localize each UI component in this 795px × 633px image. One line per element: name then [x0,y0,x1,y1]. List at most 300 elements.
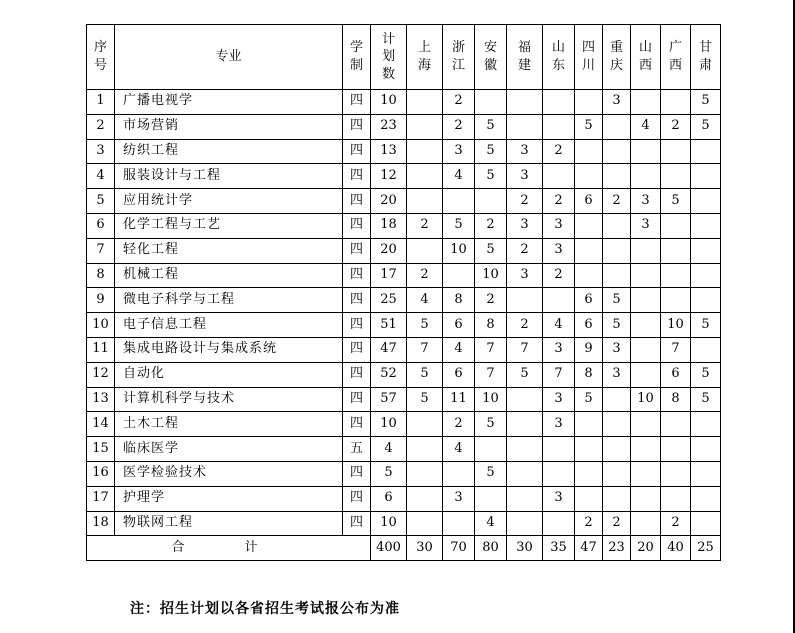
row-province-count: 5 [475,461,507,486]
row-province-count [661,263,691,288]
row-plan: 23 [371,114,407,139]
row-province-count [661,164,691,189]
row-province-count: 6 [661,362,691,387]
row-province-count [475,189,507,214]
row-province-count: 5 [691,387,721,412]
row-seq: 16 [87,461,115,486]
row-province-count [631,238,661,263]
row-province-count [603,164,631,189]
row-system: 四 [343,486,371,511]
row-province-count: 4 [443,164,475,189]
row-province-count: 6 [575,313,603,338]
total-plan: 400 [371,536,407,561]
row-province-count: 4 [475,511,507,536]
row-province-count: 2 [575,511,603,536]
row-province-count [691,263,721,288]
table-body [87,90,721,536]
header-province: 浙江 [443,25,475,90]
table-row [87,412,721,437]
footnote: 注：招生计划以各省招生考试报公布为准 [130,601,400,617]
row-province-count: 5 [691,114,721,139]
row-plan: 25 [371,288,407,313]
row-province-count: 10 [443,238,475,263]
row-major: 自动化 [115,362,343,387]
row-plan: 13 [371,139,407,164]
row-province-count [661,213,691,238]
row-plan: 47 [371,337,407,362]
row-province-count [691,461,721,486]
header-system: 学制 [343,25,371,90]
row-province-count: 3 [603,90,631,115]
row-province-count [475,90,507,115]
row-province-count [507,114,543,139]
row-province-count: 8 [475,313,507,338]
row-province-count [691,437,721,462]
row-province-count [575,263,603,288]
row-province-count [443,461,475,486]
total-count: 80 [475,536,507,561]
row-plan: 18 [371,213,407,238]
header-seq: 序号 [87,25,115,90]
row-province-count: 5 [475,412,507,437]
row-province-count [543,461,575,486]
row-province-count: 3 [631,189,661,214]
row-province-count [631,139,661,164]
row-plan: 4 [371,437,407,462]
row-seq: 3 [87,139,115,164]
row-province-count: 3 [543,486,575,511]
total-label: 合 计 [87,536,371,561]
row-major: 物联网工程 [115,511,343,536]
header-province: 山东 [543,25,575,90]
row-province-count [407,114,443,139]
row-province-count [543,90,575,115]
row-province-count [603,238,631,263]
table-row [87,461,721,486]
row-province-count [631,461,661,486]
row-major: 护理学 [115,486,343,511]
row-province-count: 4 [543,313,575,338]
row-province-count [507,412,543,437]
table-row [87,362,721,387]
table-row [87,486,721,511]
row-province-count: 5 [407,313,443,338]
table-row [87,511,721,536]
row-province-count [507,461,543,486]
row-province-count [691,189,721,214]
row-province-count [631,362,661,387]
row-major: 市场营销 [115,114,343,139]
row-province-count [575,461,603,486]
total-count: 30 [407,536,443,561]
row-province-count: 9 [575,337,603,362]
row-seq: 12 [87,362,115,387]
row-province-count: 5 [443,213,475,238]
header-province: 安徽 [475,25,507,90]
row-province-count [575,90,603,115]
total-row [87,536,721,561]
row-province-count [407,90,443,115]
row-province-count [603,412,631,437]
row-seq: 13 [87,387,115,412]
row-province-count: 3 [631,213,661,238]
row-province-count: 7 [661,337,691,362]
row-system: 四 [343,189,371,214]
row-system: 四 [343,337,371,362]
row-province-count [407,139,443,164]
row-province-count: 3 [507,263,543,288]
row-province-count: 2 [543,139,575,164]
row-plan: 57 [371,387,407,412]
row-province-count: 7 [407,337,443,362]
row-province-count [603,486,631,511]
table-row [87,90,721,115]
row-province-count: 6 [443,313,475,338]
row-province-count: 5 [603,313,631,338]
row-major: 机械工程 [115,263,343,288]
row-province-count [507,387,543,412]
row-seq: 4 [87,164,115,189]
row-province-count: 4 [443,437,475,462]
row-province-count [603,114,631,139]
row-province-count [631,511,661,536]
row-province-count: 4 [443,337,475,362]
row-system: 四 [343,263,371,288]
row-seq: 6 [87,213,115,238]
row-province-count: 10 [661,313,691,338]
row-province-count: 6 [575,288,603,313]
header-province: 山西 [631,25,661,90]
row-system: 四 [343,139,371,164]
row-province-count [443,189,475,214]
row-province-count [631,437,661,462]
table-row [87,387,721,412]
row-province-count: 2 [507,189,543,214]
row-province-count: 2 [543,263,575,288]
row-province-count: 2 [407,263,443,288]
row-province-count [603,213,631,238]
total-count: 40 [661,536,691,561]
header-major: 专业 [115,25,343,90]
row-province-count: 5 [691,362,721,387]
row-province-count [661,412,691,437]
row-province-count: 3 [443,486,475,511]
row-plan: 51 [371,313,407,338]
row-plan: 5 [371,461,407,486]
row-province-count: 5 [661,189,691,214]
row-major: 微电子科学与工程 [115,288,343,313]
row-system: 四 [343,387,371,412]
table-row [87,437,721,462]
row-province-count [575,412,603,437]
row-province-count [543,437,575,462]
row-province-count: 2 [603,511,631,536]
row-province-count: 3 [507,139,543,164]
row-province-count [691,337,721,362]
row-province-count: 2 [443,114,475,139]
row-province-count: 2 [475,288,507,313]
row-system: 四 [343,362,371,387]
row-province-count [661,461,691,486]
row-province-count: 11 [443,387,475,412]
row-seq: 10 [87,313,115,338]
row-province-count [543,164,575,189]
row-province-count: 5 [475,114,507,139]
row-province-count: 5 [691,313,721,338]
row-province-count: 2 [661,511,691,536]
total-count: 47 [575,536,603,561]
row-major: 应用统计学 [115,189,343,214]
row-province-count: 5 [691,90,721,115]
row-province-count: 3 [507,164,543,189]
row-province-count: 10 [475,263,507,288]
row-province-count [575,486,603,511]
row-plan: 10 [371,511,407,536]
row-system: 四 [343,164,371,189]
table-row [87,238,721,263]
row-province-count: 2 [407,213,443,238]
row-province-count [575,213,603,238]
table-row [87,288,721,313]
row-province-count: 5 [475,164,507,189]
row-province-count [631,90,661,115]
header-plan: 计划数 [371,25,407,90]
row-province-count: 3 [507,213,543,238]
row-province-count [575,164,603,189]
row-province-count: 8 [443,288,475,313]
row-major: 广播电视学 [115,90,343,115]
row-plan: 20 [371,238,407,263]
row-province-count: 5 [507,362,543,387]
total-count: 30 [507,536,543,561]
header-province: 四川 [575,25,603,90]
row-province-count [631,263,661,288]
table-row [87,213,721,238]
header-row [87,25,721,90]
row-province-count [507,90,543,115]
row-system: 四 [343,288,371,313]
row-seq: 9 [87,288,115,313]
row-province-count [507,437,543,462]
row-province-count [691,412,721,437]
row-province-count [507,511,543,536]
row-major: 电子信息工程 [115,313,343,338]
row-province-count [631,486,661,511]
row-province-count: 7 [543,362,575,387]
row-province-count [603,139,631,164]
row-major: 服装设计与工程 [115,164,343,189]
total-count: 35 [543,536,575,561]
row-system: 四 [343,114,371,139]
row-major: 纺织工程 [115,139,343,164]
row-province-count [543,511,575,536]
row-province-count: 5 [475,139,507,164]
row-province-count [475,437,507,462]
row-province-count [603,387,631,412]
table-row [87,337,721,362]
row-province-count [507,288,543,313]
total-count: 20 [631,536,661,561]
row-province-count: 2 [507,313,543,338]
row-province-count: 3 [603,337,631,362]
total-count: 25 [691,536,721,561]
row-province-count [661,90,691,115]
row-major: 集成电路设计与集成系统 [115,337,343,362]
row-province-count [661,486,691,511]
row-province-count [443,263,475,288]
row-province-count [543,288,575,313]
row-province-count [603,263,631,288]
header-province: 上海 [407,25,443,90]
row-province-count [407,461,443,486]
row-province-count: 7 [475,362,507,387]
row-province-count [631,288,661,313]
row-major: 化学工程与工艺 [115,213,343,238]
row-province-count: 10 [475,387,507,412]
row-province-count: 2 [475,213,507,238]
row-province-count: 3 [543,337,575,362]
row-province-count [631,412,661,437]
row-province-count: 2 [543,189,575,214]
total-count: 70 [443,536,475,561]
row-province-count: 3 [443,139,475,164]
row-province-count: 10 [631,387,661,412]
row-province-count [691,213,721,238]
row-province-count [691,139,721,164]
row-province-count: 3 [543,213,575,238]
row-province-count [407,486,443,511]
row-system: 四 [343,313,371,338]
row-plan: 20 [371,189,407,214]
row-plan: 52 [371,362,407,387]
row-seq: 1 [87,90,115,115]
row-province-count: 3 [543,387,575,412]
row-province-count: 3 [603,362,631,387]
header-province: 广西 [661,25,691,90]
row-province-count: 2 [603,189,631,214]
row-province-count [603,461,631,486]
row-province-count [691,486,721,511]
row-province-count [407,437,443,462]
row-province-count: 2 [661,114,691,139]
row-province-count: 5 [475,238,507,263]
row-plan: 10 [371,90,407,115]
row-province-count: 2 [507,238,543,263]
row-province-count [691,164,721,189]
row-province-count [661,139,691,164]
row-province-count: 7 [475,337,507,362]
row-seq: 15 [87,437,115,462]
header-province: 福建 [507,25,543,90]
row-province-count: 6 [575,189,603,214]
row-seq: 2 [87,114,115,139]
row-province-count: 4 [631,114,661,139]
row-seq: 8 [87,263,115,288]
row-system: 五 [343,437,371,462]
row-province-count [691,238,721,263]
row-province-count [691,511,721,536]
header-province: 重庆 [603,25,631,90]
row-province-count [443,511,475,536]
row-province-count [407,189,443,214]
table-row [87,139,721,164]
row-province-count: 5 [407,362,443,387]
row-seq: 11 [87,337,115,362]
row-province-count [631,313,661,338]
row-system: 四 [343,511,371,536]
row-system: 四 [343,461,371,486]
row-plan: 10 [371,412,407,437]
row-province-count: 2 [443,90,475,115]
row-province-count: 5 [603,288,631,313]
row-plan: 17 [371,263,407,288]
row-province-count [603,437,631,462]
row-province-count: 6 [443,362,475,387]
row-province-count [475,486,507,511]
row-province-count: 7 [507,337,543,362]
row-province-count: 2 [443,412,475,437]
row-province-count: 3 [543,412,575,437]
row-major: 临床医学 [115,437,343,462]
table-row [87,313,721,338]
row-province-count [407,511,443,536]
row-province-count: 8 [575,362,603,387]
enrollment-plan-table [86,24,721,561]
row-province-count: 5 [407,387,443,412]
row-province-count [543,114,575,139]
row-province-count [507,486,543,511]
row-province-count [691,288,721,313]
row-major: 医学检验技术 [115,461,343,486]
row-plan: 12 [371,164,407,189]
row-plan: 6 [371,486,407,511]
total-count: 23 [603,536,631,561]
row-seq: 5 [87,189,115,214]
row-major: 计算机科学与技术 [115,387,343,412]
row-province-count: 5 [575,387,603,412]
row-province-count [631,337,661,362]
row-system: 四 [343,213,371,238]
row-major: 轻化工程 [115,238,343,263]
row-province-count: 3 [543,238,575,263]
row-province-count [575,139,603,164]
row-province-count [661,238,691,263]
header-province: 甘肃 [691,25,721,90]
row-province-count [575,437,603,462]
row-system: 四 [343,238,371,263]
row-province-count [661,437,691,462]
row-province-count: 4 [407,288,443,313]
row-province-count [631,164,661,189]
table-row [87,164,721,189]
row-seq: 18 [87,511,115,536]
table-row [87,189,721,214]
row-major: 土木工程 [115,412,343,437]
row-province-count [407,238,443,263]
row-province-count [407,164,443,189]
row-seq: 7 [87,238,115,263]
table-row [87,114,721,139]
row-seq: 17 [87,486,115,511]
row-seq: 14 [87,412,115,437]
row-system: 四 [343,90,371,115]
row-system: 四 [343,412,371,437]
row-province-count [575,238,603,263]
row-province-count: 5 [575,114,603,139]
row-province-count [661,288,691,313]
row-province-count [407,412,443,437]
table-row [87,263,721,288]
